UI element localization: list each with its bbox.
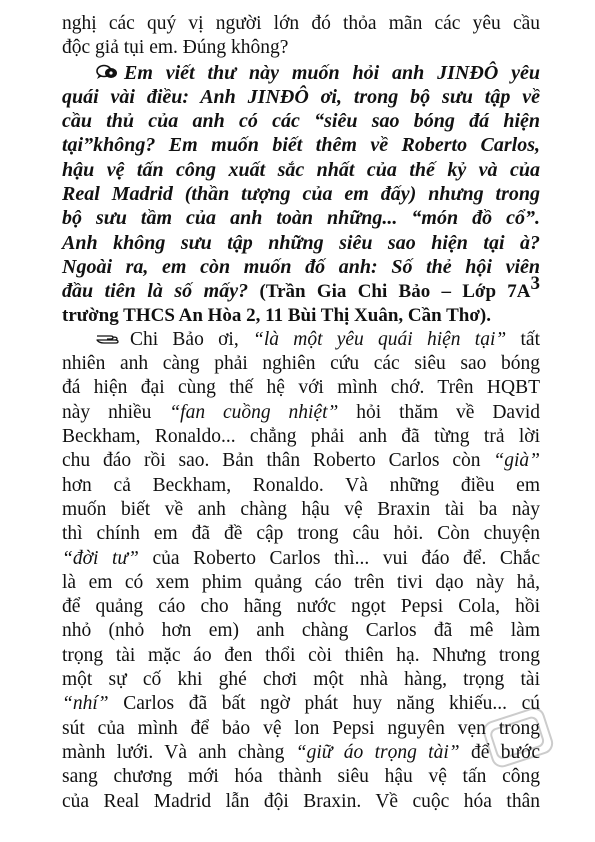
signature-part-1: (Trần Gia Chi Bảo – Lớp 7A (259, 281, 531, 303)
answer-line-7: hơn cả Beckham, Ronaldo. Và những điều em (62, 474, 540, 496)
answer-text-4-italic: “fan cuồng nhiệt” (169, 401, 339, 423)
reader-question (62, 61, 540, 328)
answer-text-1a: Chi Bảo ơi, (130, 328, 253, 350)
question-line-9: Ngoài ra, em còn muốn đố anh: Số thẻ hội viên (62, 255, 540, 278)
question-line-6: Real Madrid (thần tượng của em đấy) nhưng trong (62, 183, 540, 206)
answer-line-15: một sự cố khi ghé chơi một nhà hàng, trọng tài (62, 669, 540, 691)
answer-line-6 (62, 449, 540, 473)
answer-text-1b: tất (506, 328, 540, 350)
intro-line-1: nghị các quý vị người lớn đó thỏa mãn các yêu cầu (62, 13, 540, 34)
answer-text-10b: của Roberto Carlos thì... vui đáo để. Chắc (138, 547, 540, 569)
answer-line-16 (62, 692, 540, 716)
question-line-8: Anh không sưu tập những siêu sao hiện tại à? (62, 231, 540, 254)
question-line-7: bộ sưu tầm của anh toàn những... “món đồ cổ”. (62, 207, 540, 230)
intro-line-2: độc giả tụi em. Đúng không? (62, 37, 289, 59)
document-page (62, 12, 540, 814)
answer-line-10 (62, 547, 540, 571)
answer-line-20: của Real Madrid lẫn đội Braxin. Về cuộc hóa thân (62, 790, 540, 812)
answer-line-8: muốn biết về anh chàng hậu vệ Braxin tài ba này (62, 498, 540, 520)
answer-line-18 (62, 741, 540, 765)
answer-text-16-italic: “nhí” (62, 693, 109, 715)
question-line-2: quái vài điều: Anh JINĐÔ ơi, trong bộ sưu tập về (62, 85, 540, 108)
answer-line-14: trọng tài mặc áo đen thổi còi thiên hạ. Nhưng trong (62, 644, 540, 666)
answer-line-9: thì chính em đã đề cập trong câu hỏi. Còn chuyện (62, 523, 540, 545)
answer-text-18a: mành lưới. Và anh chàng (62, 741, 296, 763)
question-line-4: tại”không? Em muốn biết thêm về Roberto Carlos, (62, 134, 540, 157)
answer-line-17: sút của mình để bảo vệ lon Pepsi nguyên vẹn trong (62, 717, 540, 739)
answer-text-4a: này nhiều (62, 401, 170, 423)
intro-paragraph (62, 12, 540, 61)
question-line-10 (62, 273, 541, 303)
answer-line-2: nhiên anh càng phải nghiên cứu các siêu sao bóng (62, 353, 540, 375)
answer-text-10-italic: “đời tư” (62, 547, 139, 569)
answer-text-6-italic: “già” (493, 450, 540, 472)
answer-text-1-italic: “là một yêu quái hiện tại” (252, 328, 507, 350)
answer-line-4 (62, 401, 540, 425)
question-speech-icon (96, 64, 118, 80)
question-line-1 (62, 61, 540, 85)
answer-text-6a: chu đáo rồi sao. Bản thân Roberto Carlos còn (62, 450, 494, 472)
question-text-1: Em viết thư này muốn hỏi anh JINĐÔ yêu (124, 61, 540, 84)
answer-line-11: là em có xem phim quảng cáo trên tivi dạo này hả, (62, 571, 540, 593)
question-line-5: hậu vệ tấn công xuất sắc nhất của thế kỷ và của (62, 158, 540, 181)
answer-line-19: sang chương mới hóa thành siêu hậu vệ tấn công (62, 766, 540, 788)
answer-text-18-italic: “giữ áo trọng tài” (295, 741, 460, 763)
answer-line-3: đá hiện đại cùng thế hệ với mình chớ. Trên HQBT (62, 377, 540, 399)
answer-text-4b: hỏi thăm về David (338, 401, 540, 423)
pointing-hand-icon (96, 331, 122, 345)
answer-line-1 (62, 328, 540, 352)
answer-line-13: nhỏ (nhỏ hơn em) anh chàng Carlos đã mê làm (62, 620, 540, 642)
signature-line-2: trường THCS An Hòa 2, 11 Bùi Thị Xuân, Cần Thơ). (62, 304, 491, 326)
answer-paragraph (62, 328, 540, 814)
signature-superscript: 3 (530, 273, 541, 295)
answer-text-18b: để bước (459, 741, 540, 763)
question-text-10: đầu tiên là số mấy? (62, 280, 249, 303)
question-line-3: cầu thủ của anh có các “siêu sao bóng đá hiện (62, 110, 540, 133)
answer-text-16b: Carlos đã bất ngờ phát huy năng khiếu... cú (108, 693, 540, 715)
answer-line-5: Beckham, Ronaldo... chẳng phải anh đã từng trả lời (62, 426, 540, 448)
answer-line-12: để quảng cáo cho hãng nước ngọt Pepsi Cola, hồi (62, 596, 540, 618)
